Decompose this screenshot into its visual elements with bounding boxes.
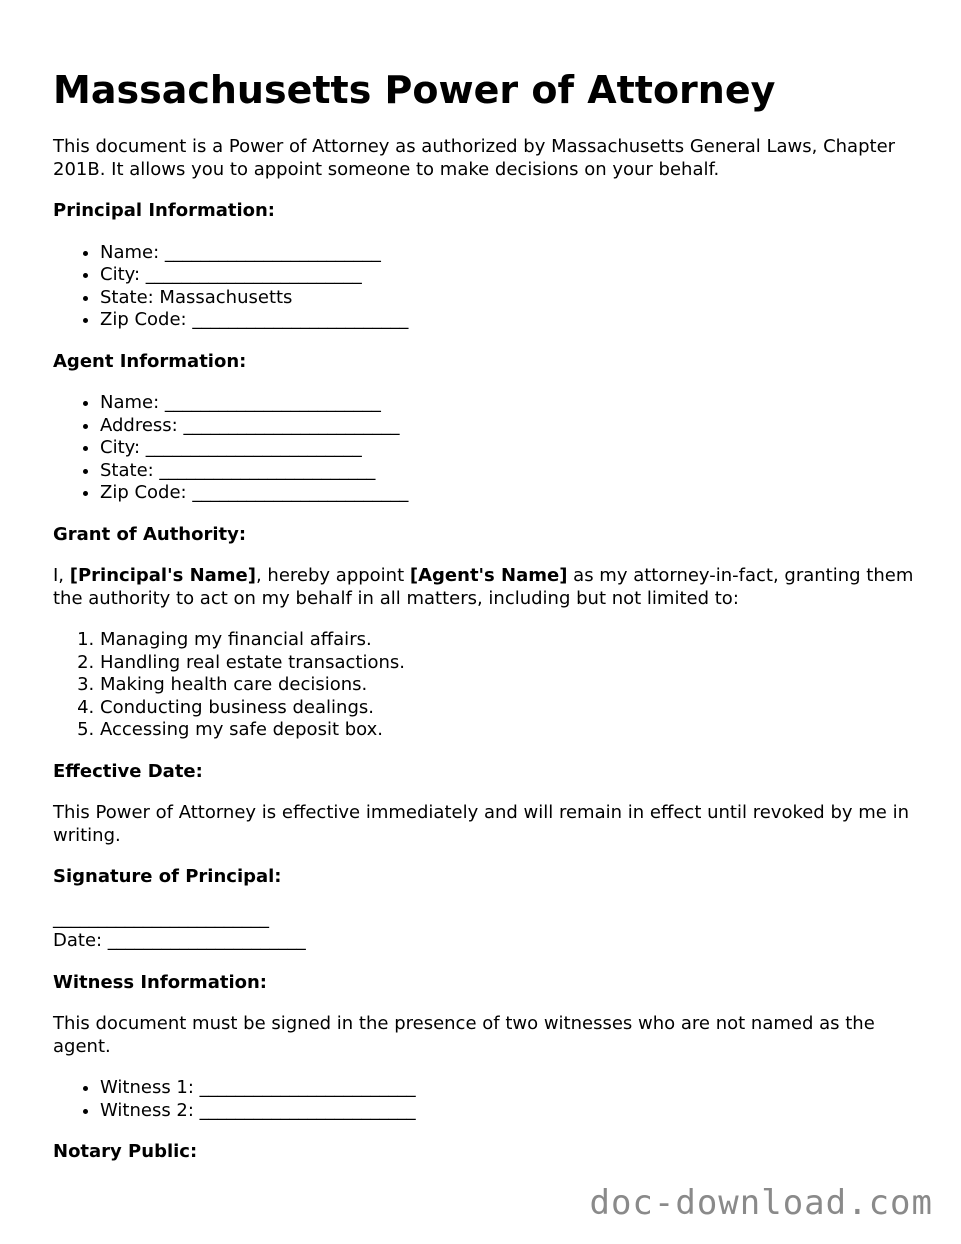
effective-heading: Effective Date:	[53, 760, 203, 782]
authority-item: 5. Accessing my safe deposit box.	[100, 719, 933, 742]
intro-paragraph: This document is a Power of Attorney as authorized by Massachusetts General Laws, Chapter 201B. It allows you to appoint someone to make decisions on your behalf.	[53, 136, 896, 180]
document-title: Massachusetts Power of Attorney	[53, 68, 776, 112]
grant-text-3: as my attorney-in-fact, granting them the authority to act on my behalf in all matters, including but not limited to:	[53, 565, 914, 609]
witness-paragraph: This document must be signed in the presence of two witnesses who are not named as the agent.	[53, 1013, 875, 1057]
notary-heading: Notary Public:	[53, 1141, 198, 1162]
effective-paragraph: This Power of Attorney is effective immediately and will remain in effect until revoked by me in writing.	[53, 802, 909, 846]
grant-text-2: , hereby appoint	[255, 565, 410, 586]
grant-paragraph	[53, 565, 933, 610]
principal-zip-item: • Zip Code: ________________________	[100, 309, 933, 332]
agent-zip-item: • Zip Code: ________________________	[100, 482, 933, 505]
witness-list	[53, 1077, 933, 1122]
principal-name-placeholder: [Principal's Name]	[69, 565, 256, 586]
watermark: doc-download.com	[589, 1183, 933, 1223]
agent-name-placeholder: [Agent's Name]	[409, 565, 568, 586]
agent-heading: Agent Information:	[53, 350, 247, 372]
grant-text-1: I,	[53, 565, 70, 586]
agent-city-item: • City: ________________________	[100, 437, 933, 460]
authority-item: 2. Handling real estate transactions.	[100, 652, 933, 675]
authority-item: 4. Conducting business dealings.	[100, 697, 933, 720]
signature-line: ________________________	[53, 907, 269, 929]
grant-heading: Grant of Authority:	[53, 523, 247, 545]
principal-state-item: • State: Massachusetts	[100, 287, 933, 310]
agent-address-item: • Address: ________________________	[100, 415, 933, 438]
witness-2-item: • Witness 2: ________________________	[100, 1100, 933, 1123]
principal-heading: Principal Information:	[53, 200, 276, 221]
signature-block	[53, 908, 933, 953]
agent-list	[53, 392, 933, 505]
signature-heading: Signature of Principal:	[53, 866, 282, 887]
agent-state-item: • State: ________________________	[100, 460, 933, 483]
signature-date: Date: ______________________	[53, 930, 306, 951]
principal-name-item: • Name: ________________________	[100, 242, 933, 265]
agent-name-item: • Name: ________________________	[100, 392, 933, 415]
authority-list	[53, 629, 933, 742]
principal-city-item: • City: ________________________	[100, 264, 933, 287]
document-page	[53, 66, 933, 1183]
principal-list	[53, 242, 933, 332]
authority-item: 3. Making health care decisions.	[100, 674, 933, 697]
witness-1-item: • Witness 1: ________________________	[100, 1077, 933, 1100]
authority-item: 1. Managing my financial affairs.	[100, 629, 933, 652]
witness-heading: Witness Information:	[53, 971, 267, 993]
